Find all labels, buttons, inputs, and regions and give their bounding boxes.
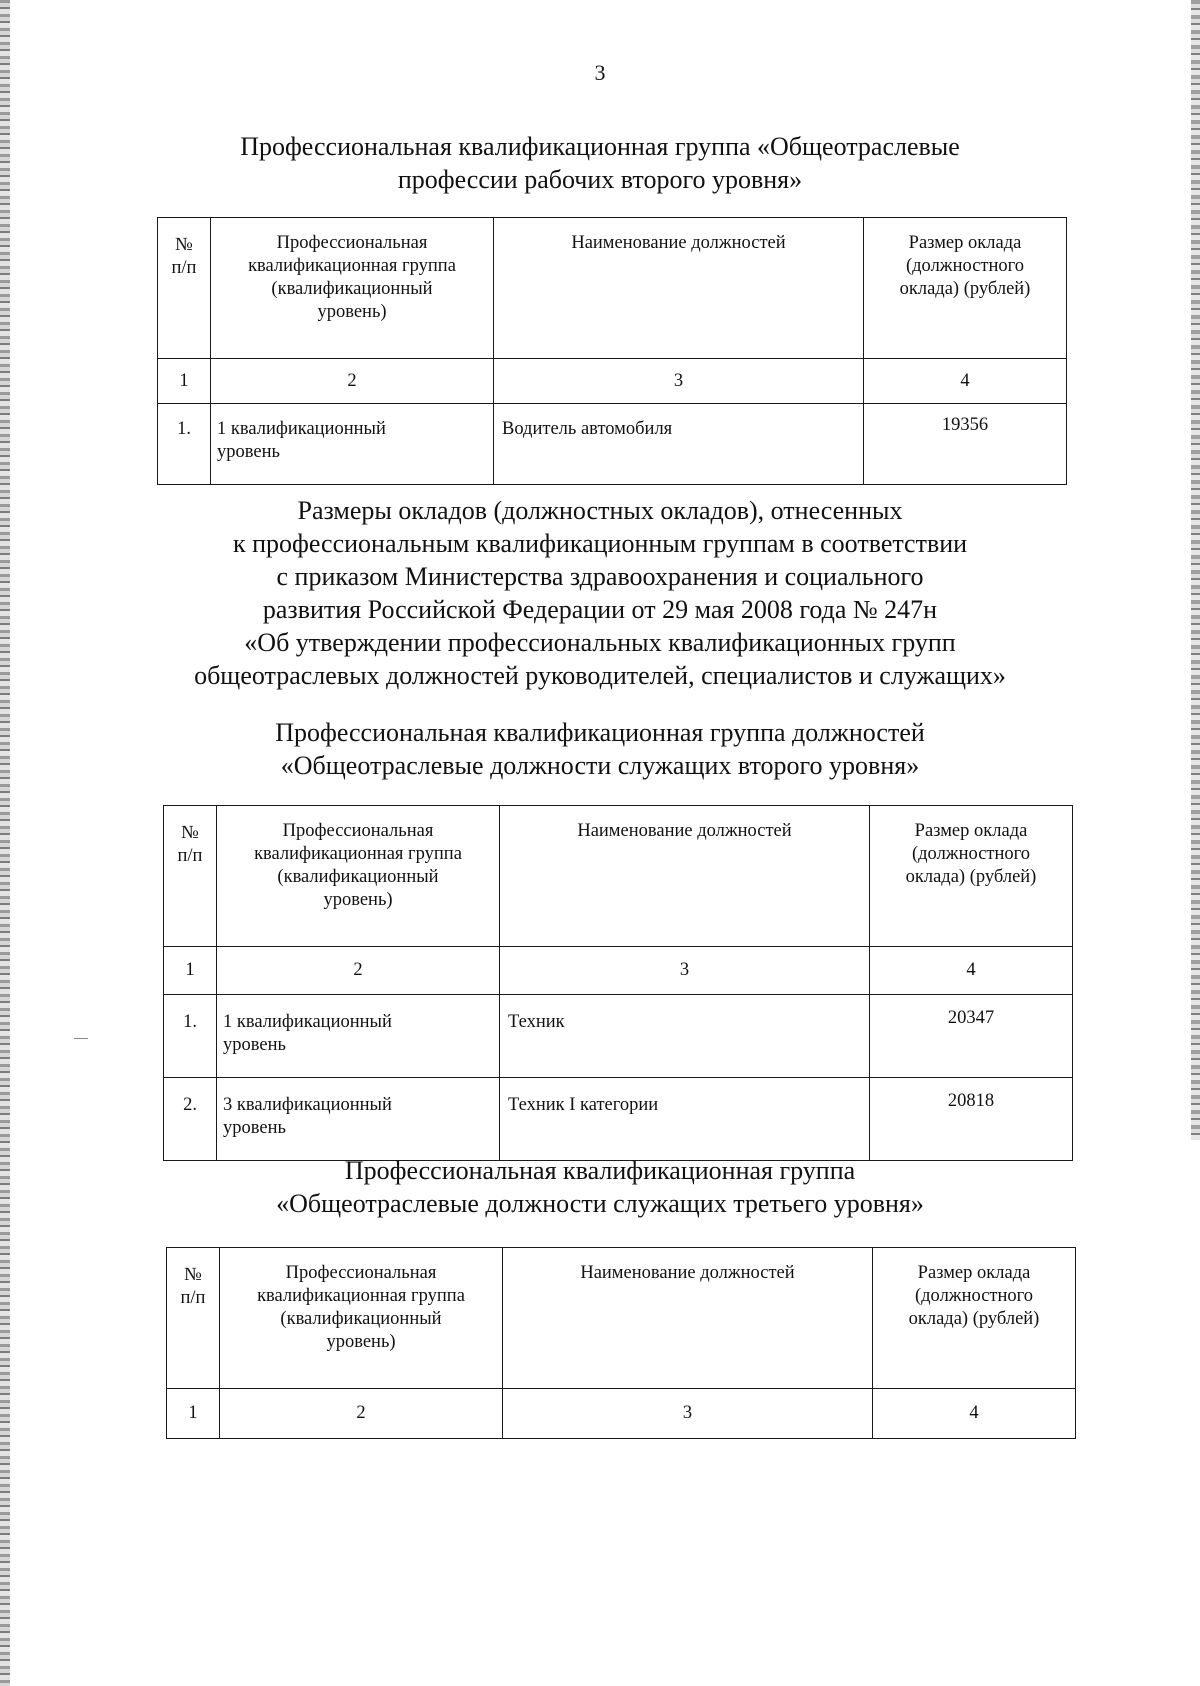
- row-number: 1.: [158, 404, 211, 485]
- table-row: [164, 1078, 1073, 1161]
- row-level: 1 квалификационный уровень: [211, 404, 494, 485]
- header-number-cell: № п/п: [164, 806, 217, 947]
- section3-table: [166, 1247, 1076, 1439]
- header-position-cell: Наименование должностей: [503, 1248, 873, 1389]
- column-number-2: 2: [211, 359, 494, 404]
- column-number-2: 2: [217, 947, 500, 995]
- header-position-cell: Наименование должностей: [500, 806, 870, 947]
- header-salary-cell: Размер оклада (должностного оклада) (рублей): [870, 806, 1073, 947]
- column-number-1: 1: [164, 947, 217, 995]
- column-number-row: [164, 947, 1073, 995]
- header-group-cell: Профессиональная квалификационная группа (квалификационный уровень): [220, 1248, 503, 1389]
- row-number: 2.: [164, 1078, 217, 1161]
- column-number-3: 3: [503, 1389, 873, 1439]
- row-position: Техник: [500, 995, 870, 1078]
- section1-heading: Профессиональная квалификационная группа «Общеотраслевые профессии рабочих второго уровня»: [240, 132, 960, 194]
- row-salary: 20347: [870, 995, 1073, 1078]
- header-number-cell: № п/п: [167, 1248, 220, 1389]
- header-group-cell: Профессиональная квалификационная группа (квалификационный уровень): [211, 218, 494, 359]
- row-position: Водитель автомобиля: [494, 404, 864, 485]
- row-position: Техник I категории: [500, 1078, 870, 1161]
- page-number: 3: [594, 60, 606, 85]
- row-number: 1.: [164, 995, 217, 1078]
- column-number-row: [167, 1389, 1076, 1439]
- section2-table: [163, 805, 1073, 1161]
- table-row: [164, 995, 1073, 1078]
- row-level: 3 квалификационный уровень: [217, 1078, 500, 1161]
- table-header-row: [164, 806, 1073, 947]
- scan-edge-left: [0, 0, 10, 1686]
- table-header-row: [167, 1248, 1076, 1389]
- header-group-cell: Профессиональная квалификационная группа (квалификационный уровень): [217, 806, 500, 947]
- column-number-3: 3: [494, 359, 864, 404]
- header-number-cell: № п/п: [158, 218, 211, 359]
- header-salary-cell: Размер оклада (должностного оклада) (рублей): [864, 218, 1067, 359]
- column-number-2: 2: [220, 1389, 503, 1439]
- column-number-row: [158, 359, 1067, 404]
- row-salary: 19356: [864, 404, 1067, 485]
- column-number-4: 4: [873, 1389, 1076, 1439]
- table-row: [158, 404, 1067, 485]
- column-number-3: 3: [500, 947, 870, 995]
- row-level: 1 квалификационный уровень: [217, 995, 500, 1078]
- intro-heading: Размеры окладов (должностных окладов), отнесенных к профессиональным квалификационным группам в соответствии с приказом Министерства здравоохранения и социального развития Российской Федерации от 29 мая 2008 года № 247н «Об утверждении профессиональных квалификационных групп общеотраслевых должностей руководителей, специалистов и служащих»: [194, 496, 1006, 690]
- row-salary: 20818: [870, 1078, 1073, 1161]
- section1-table: [157, 217, 1067, 485]
- section2-heading: Профессиональная квалификационная группа должностей «Общеотраслевые должности служащих второго уровня»: [275, 718, 925, 780]
- section3-heading: Профессиональная квалификационная группа «Общеотраслевые должности служащих третьего уровня»: [276, 1156, 924, 1218]
- column-number-1: 1: [167, 1389, 220, 1439]
- column-number-4: 4: [864, 359, 1067, 404]
- table-header-row: [158, 218, 1067, 359]
- column-number-4: 4: [870, 947, 1073, 995]
- column-number-1: 1: [158, 359, 211, 404]
- scan-stray-mark: [74, 1038, 88, 1039]
- header-position-cell: Наименование должностей: [494, 218, 864, 359]
- header-salary-cell: Размер оклада (должностного оклада) (рублей): [873, 1248, 1076, 1389]
- scan-edge-right: [1191, 0, 1200, 1140]
